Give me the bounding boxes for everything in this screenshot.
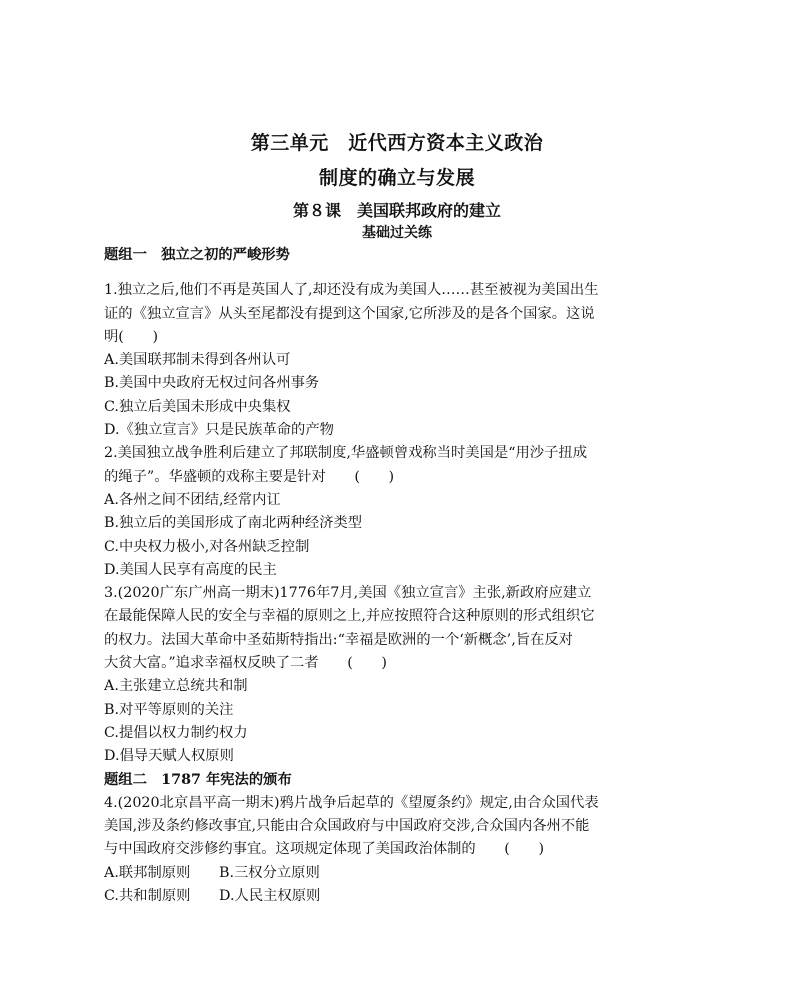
question-1-option-a: A.美国联邦制未得到各州认可 [104, 352, 291, 369]
question-4-options-row-2: C.共和制原则 D.人民主权原则 [104, 888, 321, 905]
question-3-stem-line: 的权力。法国大革命中圣茹斯特指出:“幸福是欧洲的一个‘新概念’,旨在反对 [104, 631, 573, 648]
question-1-stem-line: 1.独立之后,他们不再是英国人了,却还没有成为美国人……甚至被视为美国出生 [104, 282, 599, 299]
question-2 [104, 442, 700, 582]
question-3-stem-line: 在最能保障人民的安全与幸福的原则之上,并应按照符合这种原则的形式组织它 [104, 608, 595, 625]
question-3-option-d: D.倡导天赋人权原则 [104, 748, 234, 765]
section-title: 基础过关练 [362, 225, 432, 241]
question-2-option-d: D.美国人民享有高度的民主 [104, 561, 277, 578]
question-2-option-c: C.中央权力极小,对各州缺乏控制 [104, 538, 310, 555]
question-2-option-b: B.独立后的美国形成了南北两种经济类型 [104, 515, 363, 532]
question-1-stem-line: 明( ) [104, 328, 159, 345]
unit-title-line1: 第三单元 近代西方资本主义政治 [250, 132, 544, 154]
question-1-option-c: C.独立后美国未形成中央集权 [104, 398, 291, 415]
lesson-title: 第８课 美国联邦政府的建立 [292, 201, 501, 220]
question-3-stem-line: 3.(2020广东广州高一期末)1776年7月,美国《独立宣言》主张,新政府应建立 [104, 585, 592, 602]
group-heading-1: 题组一 独立之初的严峻形势 [104, 247, 290, 263]
question-3 [104, 582, 700, 768]
question-1 [104, 279, 700, 442]
question-3-option-c: C.提倡以权力制约权力 [104, 724, 248, 741]
question-4-stem-line: 美国,涉及条约修改事宜,只能由合众国政府与中国政府交涉,合众国内各州不能 [104, 818, 590, 835]
question-1-option-d: D.《独立宣言》只是民族革命的产物 [104, 422, 334, 439]
question-4 [104, 792, 700, 908]
question-4-options-row-1: A.联邦制原则 B.三权分立原则 [104, 864, 320, 881]
question-body [104, 244, 700, 908]
question-1-option-b: B.美国中央政府无权过问各州事务 [104, 375, 320, 392]
question-3-option-b: B.对平等原则的关注 [104, 701, 234, 718]
question-1-stem-line: 证的《独立宣言》从头至尾都没有提到这个国家,它所涉及的是各个国家。这说 [104, 305, 595, 322]
question-4-stem-line: 4.(2020北京昌平高一期末)鸦片战争后起草的《望厦条约》规定,由合众国代表 [104, 794, 599, 811]
question-2-stem-line: 2.美国独立战争胜利后建立了邦联制度,华盛顿曾戏称当时美国是“用沙子扭成 [104, 445, 587, 462]
question-4-stem-line: 与中国政府交涉修约事宜。这项规定体现了美国政治体制的 ( ) [104, 841, 545, 858]
question-3-stem-line: 大贫大富。”追求幸福权反映了二者 ( ) [104, 655, 387, 672]
group-heading-2: 题组二 1787 年宪法的颁布 [104, 771, 292, 788]
question-3-option-a: A.主张建立总统共和制 [104, 678, 248, 695]
question-2-stem-line: 的绳子”。华盛顿的戏称主要是针对 ( ) [104, 468, 395, 485]
question-2-option-a: A.各州之间不团结,经常内讧 [104, 491, 281, 508]
unit-title-line2: 制度的确立与发展 [318, 167, 475, 189]
